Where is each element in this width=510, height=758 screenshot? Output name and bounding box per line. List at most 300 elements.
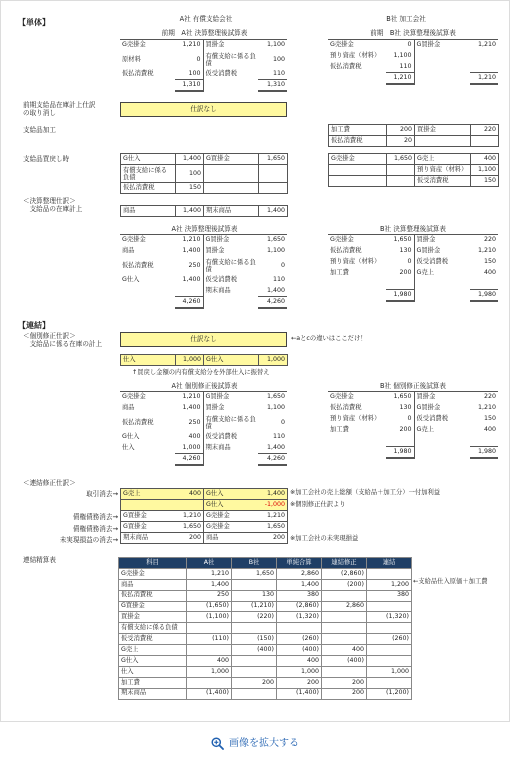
cell: 1,650: [232, 568, 277, 579]
cell: 380: [277, 590, 322, 601]
label-elimination: ＜連結修正仕訳＞: [23, 479, 76, 487]
cell: 110: [386, 62, 414, 73]
cell: 200: [259, 533, 288, 544]
cell: 仮払消費税: [122, 419, 154, 426]
cell: 1,310: [175, 80, 203, 91]
cell: [328, 447, 386, 458]
elimination-label: 債権債務消去→: [72, 513, 118, 521]
table-row: [121, 533, 288, 544]
cell: 20: [387, 136, 415, 147]
tb3-b-title: B社 個別修正後試算表: [380, 382, 446, 390]
cell: 仮払消費税: [329, 136, 387, 147]
cell: 0: [175, 51, 203, 69]
cell: [414, 279, 470, 290]
cell: 1,650: [259, 522, 288, 533]
table-row: [120, 454, 287, 465]
cell: (400): [322, 656, 367, 667]
cell: G買掛金: [121, 511, 176, 522]
cell: 1,210: [175, 40, 203, 51]
cell: 1,000: [277, 666, 322, 677]
cell: 買掛金: [414, 392, 470, 403]
cell: [367, 568, 412, 579]
cell: (1,650): [187, 601, 232, 612]
cell: 400: [277, 656, 322, 667]
elimination-note: ※加工会社の未実現損益: [290, 535, 359, 542]
cell: 1,200: [367, 579, 412, 590]
cell: 4,260: [175, 297, 203, 308]
cell: [471, 136, 499, 147]
cell: 200: [176, 533, 204, 544]
cell: [414, 51, 470, 62]
cell: 1,400: [176, 154, 204, 165]
table-row: [120, 286, 287, 297]
label-processing: 支給品加工: [23, 126, 56, 134]
table-row: [121, 355, 288, 366]
cell: 1,100: [386, 51, 414, 62]
table-row: [328, 235, 498, 246]
table-row: [119, 623, 412, 634]
cell: 1,400: [175, 403, 203, 414]
buyback-b-table: [328, 153, 499, 187]
cell: G売掛金: [328, 235, 386, 246]
cell: 1,210: [175, 235, 203, 246]
cell: [232, 623, 277, 634]
cell: [367, 677, 412, 688]
cell: 1,400: [187, 579, 232, 590]
tb2-a-title: A社 決算整理後試算表: [171, 225, 238, 233]
cell: [203, 454, 258, 465]
cell: 220: [471, 125, 499, 136]
table-row: [328, 51, 498, 62]
cell: [322, 612, 367, 623]
cell: [367, 656, 412, 667]
table-row: [121, 154, 288, 165]
tb1-b-title: 前期 B社 決算整理後試算表: [370, 29, 456, 37]
modification-table: [120, 354, 288, 366]
cell: [328, 73, 386, 84]
cell: 1,980: [386, 447, 414, 458]
table-row: [328, 279, 498, 290]
cell: G仕入: [122, 432, 140, 440]
table-row: [120, 392, 287, 403]
cell: 1,400: [176, 206, 204, 217]
cell: 200: [322, 688, 367, 699]
cell: 期末商品: [119, 688, 187, 699]
cell: G買掛金: [416, 403, 441, 411]
cell: 100: [175, 69, 203, 80]
cell: (110): [187, 634, 232, 645]
cell: G売掛金: [329, 154, 387, 165]
cell: [204, 165, 259, 183]
cell: 1,400: [259, 489, 288, 500]
cell: 期末商品: [121, 533, 176, 544]
consolidation-worksheet: [118, 557, 412, 700]
cell: 1,100: [266, 403, 285, 411]
cell: [322, 590, 367, 601]
cell: G売掛金: [328, 40, 386, 51]
cell: 1,210: [477, 246, 496, 254]
cell: 1,400: [277, 579, 322, 590]
cell: 400: [483, 425, 496, 433]
elimination-label: 債権債務消去→: [72, 524, 118, 533]
cell: 4,260: [175, 454, 203, 465]
cell: 加工費: [329, 125, 387, 136]
cell: [322, 634, 367, 645]
cell: 1,400: [258, 286, 287, 297]
processing-b-table: [328, 124, 499, 147]
cell: G売上: [416, 425, 434, 433]
cell: [387, 165, 415, 176]
cell: 150: [471, 176, 499, 187]
cell: G買掛金: [204, 154, 259, 165]
cell: 400: [176, 489, 204, 500]
cell: 1,210: [175, 392, 203, 403]
magnifier-plus-icon: [211, 737, 224, 750]
note-reclass: ↑買戻し金額の内有償支給分を外部仕入に振替え: [132, 369, 270, 376]
cell: G仕入: [119, 656, 187, 667]
cell: 期末商品: [205, 443, 231, 451]
table-row: [119, 666, 412, 677]
cell: 130: [386, 246, 414, 257]
cell: 250: [175, 414, 203, 432]
cell: 200: [387, 125, 415, 136]
cell: 1,650: [387, 154, 415, 165]
table-row: [120, 235, 287, 246]
note-difference: ←aとcの違いはここだけ！: [291, 335, 367, 342]
cell: [232, 666, 277, 677]
table-row: [328, 268, 498, 279]
cell: 期末商品: [205, 286, 231, 294]
cell: (260): [277, 634, 322, 645]
tb1-b-table: [328, 39, 498, 85]
cell: 1,650: [258, 235, 287, 246]
cell: 仮受消費税: [119, 634, 187, 645]
cell: (1,200): [367, 688, 412, 699]
cell: 仮受消費税: [416, 414, 448, 422]
cell: [328, 436, 386, 447]
cell: 1,000: [175, 443, 203, 454]
cell: [367, 645, 412, 656]
table-row: [121, 511, 288, 522]
cell: 0: [386, 257, 414, 268]
table-row: [120, 275, 287, 286]
table-row: [119, 645, 412, 656]
cell: [329, 165, 387, 176]
table-row: [121, 165, 288, 183]
cell: 商品: [204, 533, 259, 544]
no-entry-box-consolidated: 仕訳なし: [120, 332, 287, 347]
cell: G買掛金: [414, 40, 470, 51]
cell: 1,650: [386, 392, 414, 403]
worksheet-header: 連結: [367, 558, 412, 569]
cell: 110: [258, 69, 287, 80]
cell: 有償支給に係る負債: [121, 165, 176, 183]
table-row: [329, 165, 499, 176]
cell: [232, 579, 277, 590]
table-row: [119, 612, 412, 623]
cell: 200: [277, 677, 322, 688]
cell: (1,320): [277, 612, 322, 623]
cell: 買掛金: [205, 246, 225, 254]
section-consolidated-heading: 【連結】: [18, 321, 50, 330]
label-individual: ＜個別修正仕訳＞ 支給品に係る在庫の計上: [23, 332, 103, 348]
table-row: [328, 392, 498, 403]
table-row: [120, 257, 287, 275]
cell: 1,000: [176, 355, 204, 366]
table-row: [119, 601, 412, 612]
cell: 1,400: [259, 206, 288, 217]
table-row: [121, 489, 288, 500]
cell: 有償支給に係る負債: [205, 415, 256, 430]
cell: 仕入: [121, 355, 176, 366]
cell: [204, 183, 259, 194]
worksheet-header: 単純合算: [277, 558, 322, 569]
cell: 仮払消費税: [121, 183, 176, 194]
cell: [414, 290, 470, 301]
table-row: [328, 403, 498, 414]
cell: (220): [232, 612, 277, 623]
zoom-link[interactable]: [0, 737, 510, 750]
cell: [329, 176, 387, 187]
cell: 仮受消費税: [205, 69, 237, 77]
cell: 買掛金: [205, 403, 225, 411]
tb3-b-table: [328, 391, 498, 459]
cell: 1,980: [470, 290, 498, 301]
cell: 仮払消費税: [119, 590, 187, 601]
table-row: [329, 136, 499, 147]
cell: 1,000: [259, 355, 288, 366]
table-row: [328, 257, 498, 268]
cell: G買掛金: [203, 392, 258, 403]
cell: 4,260: [258, 454, 287, 465]
cell: 1,100: [471, 165, 499, 176]
cell: 1,100: [266, 246, 285, 254]
cell: [414, 73, 470, 84]
label-buyback: 支給品買戻し時: [23, 155, 70, 163]
closing-a-table: [120, 205, 288, 217]
cell: G買掛金: [121, 522, 176, 533]
cell: 1,980: [470, 447, 498, 458]
table-row: [328, 447, 498, 458]
table-row: [329, 176, 499, 187]
cell: 100: [176, 165, 204, 183]
cell: [120, 454, 175, 465]
cell: 2,860: [322, 601, 367, 612]
cell: 400: [175, 432, 203, 443]
cell: 仮受消費税: [415, 176, 471, 187]
cell: [470, 279, 498, 290]
cell: [386, 279, 414, 290]
cell: 仮払消費税: [122, 262, 154, 269]
cell: 預り資産（材料）: [415, 165, 471, 176]
cell: 加工費: [330, 425, 349, 433]
cell: [277, 623, 322, 634]
cell: G買掛金: [416, 246, 441, 254]
cell: 0: [386, 414, 414, 425]
table-row: [119, 590, 412, 601]
cell: G売掛金: [204, 511, 259, 522]
cell: [120, 286, 175, 297]
cell: [414, 436, 470, 447]
cell: 130: [232, 590, 277, 601]
cell: 買掛金: [415, 125, 471, 136]
cell: [322, 666, 367, 677]
company-a-title: A社 有償支給会社: [179, 15, 233, 23]
cell: 250: [175, 257, 203, 275]
buyback-a-table: [120, 153, 288, 194]
cell: 預り資産（材料）: [330, 257, 381, 265]
table-row: [121, 183, 288, 194]
table-row: [120, 443, 287, 454]
cell: 150: [483, 257, 496, 265]
cell: 1,210: [477, 403, 496, 411]
worksheet-header: A社: [187, 558, 232, 569]
cell: 1,000: [367, 666, 412, 677]
cell: [259, 183, 288, 194]
cell: (400): [232, 645, 277, 656]
table-row: [328, 425, 498, 436]
cell: G売掛金: [120, 235, 175, 246]
cell: 150: [483, 414, 496, 422]
table-row: [328, 436, 498, 447]
cell: 1,000: [187, 666, 232, 677]
cell: 仮払消費税: [330, 403, 362, 411]
cell: 4,260: [258, 297, 287, 308]
table-row: [121, 500, 288, 511]
cell: 1,650: [258, 392, 287, 403]
cell: 200: [386, 425, 414, 436]
table-row: [120, 40, 287, 51]
cell: 1,210: [259, 511, 288, 522]
table-row: [120, 51, 287, 69]
worksheet-header: B社: [232, 558, 277, 569]
cell: [367, 623, 412, 634]
cell: 400: [471, 154, 499, 165]
table-row: [120, 69, 287, 80]
cell: 預り資産（材料）: [330, 51, 381, 59]
cell: G買掛金: [203, 235, 258, 246]
cell: [121, 500, 176, 511]
cell: G売上: [416, 268, 434, 276]
zoom-label: 画像を拡大する: [229, 737, 299, 749]
table-row: [328, 62, 498, 73]
table-row: [328, 290, 498, 301]
cell: G売掛金: [119, 568, 187, 579]
cell: 0: [386, 40, 414, 51]
cell: (2,860): [277, 601, 322, 612]
worksheet-header: 連結修正: [322, 558, 367, 569]
cell: (260): [367, 634, 412, 645]
cell: 200: [386, 268, 414, 279]
cell: 加工費: [330, 268, 349, 276]
cell: [203, 80, 258, 91]
elimination-table: [120, 488, 288, 544]
cell: 1,210: [176, 511, 204, 522]
cell: 商品: [119, 579, 187, 590]
cell: [120, 297, 175, 308]
company-b-title: B社 加工会社: [386, 15, 426, 23]
worksheet-header-row: [119, 558, 412, 569]
cell: 有償支給に係る負債: [205, 258, 256, 273]
cell: [386, 436, 414, 447]
cell: [176, 500, 204, 511]
elimination-note: ※加工会社の売上総額（支給品＋加工分）一付加利益: [290, 489, 441, 496]
cell: -1,000: [259, 500, 288, 511]
cell: 400: [322, 645, 367, 656]
cell: 220: [470, 235, 498, 246]
cell: [328, 290, 386, 301]
cell: 仮受消費税: [416, 257, 448, 265]
cell: 150: [176, 183, 204, 194]
cell: 110: [272, 275, 285, 283]
table-row: [120, 403, 287, 414]
cell: 商品: [122, 246, 135, 254]
table-row: [328, 40, 498, 51]
cell: 有償支給に係る負債: [119, 623, 187, 634]
cell: [367, 601, 412, 612]
cell: (1,320): [367, 612, 412, 623]
cell: (1,210): [232, 601, 277, 612]
table-row: [119, 688, 412, 699]
cell: [328, 279, 386, 290]
cell: 200: [322, 677, 367, 688]
cell: [259, 165, 288, 183]
elimination-note: ※個別修正仕訳より: [290, 500, 346, 508]
cell: 仮受消費税: [205, 432, 237, 440]
cell: G売上: [415, 154, 471, 165]
cell: 買掛金: [203, 40, 258, 51]
table-row: [328, 414, 498, 425]
cell: 1,400: [258, 443, 287, 454]
table-row: [119, 656, 412, 667]
table-row: [119, 677, 412, 688]
cell: G仕入: [121, 154, 176, 165]
worksheet-header: 科目: [119, 558, 187, 569]
worksheet-note: ←支給品仕入原価＋加工費: [413, 578, 488, 585]
table-row: [328, 73, 498, 84]
cell: G仕入: [204, 500, 259, 511]
cell: 期末商品: [204, 206, 259, 217]
cell: 仮払消費税: [330, 62, 362, 70]
cell: 1,650: [176, 522, 204, 533]
cell: (1,400): [277, 688, 322, 699]
cell: 250: [187, 590, 232, 601]
cell: [387, 176, 415, 187]
table-row: [120, 414, 287, 432]
label-worksheet: 連結精算表: [23, 556, 56, 564]
cell: (150): [232, 634, 277, 645]
cell: 1,400: [175, 275, 203, 286]
table-row: [119, 634, 412, 645]
cell: [232, 688, 277, 699]
cell: 1,400: [175, 246, 203, 257]
cell: [187, 677, 232, 688]
tb2-b-table: [328, 234, 498, 302]
tb3-a-table: [120, 391, 287, 466]
cell: 買掛金: [414, 235, 470, 246]
cell: 200: [232, 677, 277, 688]
cell: [187, 623, 232, 634]
cell: [470, 51, 498, 62]
cell: 220: [470, 392, 498, 403]
cell: G売上: [119, 645, 187, 656]
cell: 1,650: [259, 154, 288, 165]
cell: [203, 297, 258, 308]
cell: (200): [322, 579, 367, 590]
cell: 1,310: [258, 80, 287, 91]
cell: [470, 62, 498, 73]
cell: 110: [272, 432, 285, 440]
